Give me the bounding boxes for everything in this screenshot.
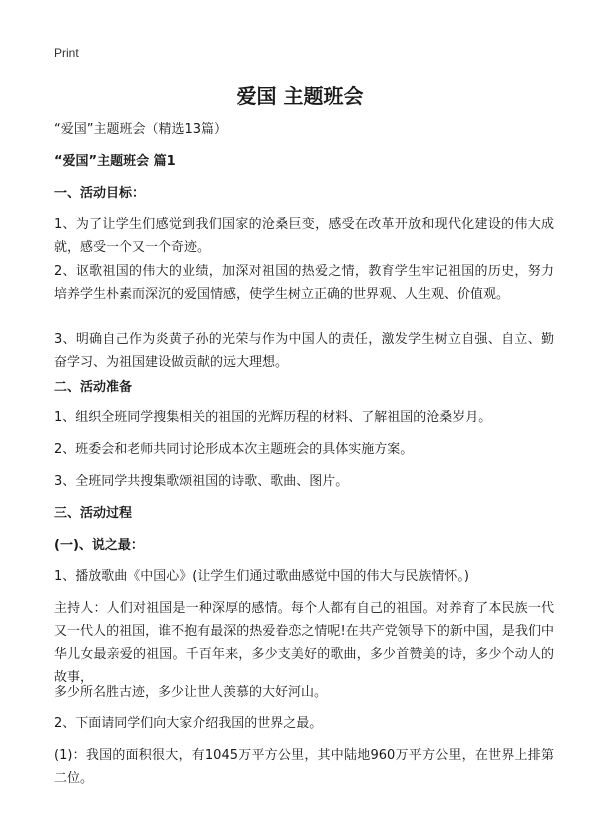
paragraph-intro-superlatives: 2、下面请同学们向大家介绍我国的世界之最。 [54, 716, 323, 731]
paragraph-goal-3: 3、明确自己作为炎黄子孙的光荣与作为中国人的责任，激发学生树立自强、自立、勤奋学习、为祖国建设做贡献的远大理想。 [54, 332, 554, 370]
page-title: 爱国 主题班会 [236, 84, 364, 108]
paragraph-song: 1、播放歌曲《中国心》(让学生们通过歌曲感觉中国的伟大与民族情怀。) [54, 569, 469, 584]
paragraph-scenery: 多少所名胜古迹，多少让世人羡慕的大好河山。 [54, 685, 328, 700]
document-subtitle: “爱国”主题班会（精选13篇） [54, 122, 228, 137]
subheading-superlatives: (一)、说之最： [54, 538, 144, 553]
paragraph-prep-1: 1、组织全班同学搜集相关的祖国的光辉历程的材料、了解祖国的沧桑岁月。 [54, 410, 492, 425]
paragraph-goal-2: 2、讴歌祖国的伟大的业绩，加深对祖国的热爱之情，教育学生牢记祖国的历史，努力培养学生朴素而深沉的爱国情感，使学生树立正确的世界观、人生观、价值观。 [54, 264, 554, 302]
paragraph-prep-3: 3、全班同学共搜集歌颂祖国的诗歌、歌曲、图片。 [54, 474, 349, 489]
print-link[interactable]: Print [54, 46, 79, 60]
section-heading-goals: 一、活动目标： [54, 186, 146, 201]
article-heading: “爱国”主题班会 篇1 [54, 154, 176, 169]
paragraph-goal-1: 1、为了让学生们感觉到我们国家的沧桑巨变，感受在改革开放和现代化建设的伟大成就，感受一个又一个奇迹。 [54, 217, 554, 255]
paragraph-host-speech: 主持人：人们对祖国是一种深厚的感情。每个人都有自己的祖国。对养育了本民族一代又一代人的祖国，谁不抱有最深的热爱眷恋之情呢!在共产党领导下的新中国，是我们中华儿女最亲爱的祖国。千百年来，多少支美好的歌曲，多少首赞美的诗，多少个动人的故事， [54, 601, 554, 685]
paragraph-prep-2: 2、班委会和老师共同讨论形成本次主题班会的具体实施方案。 [54, 442, 414, 457]
section-heading-preparation: 二、活动准备 [54, 380, 133, 395]
section-heading-process: 三、活动过程 [54, 506, 133, 521]
paragraph-area-fact: (1)：我国的面积很大，有1045万平方公里，其中陆地960万平方公里，在世界上排第二位。 [54, 748, 554, 786]
